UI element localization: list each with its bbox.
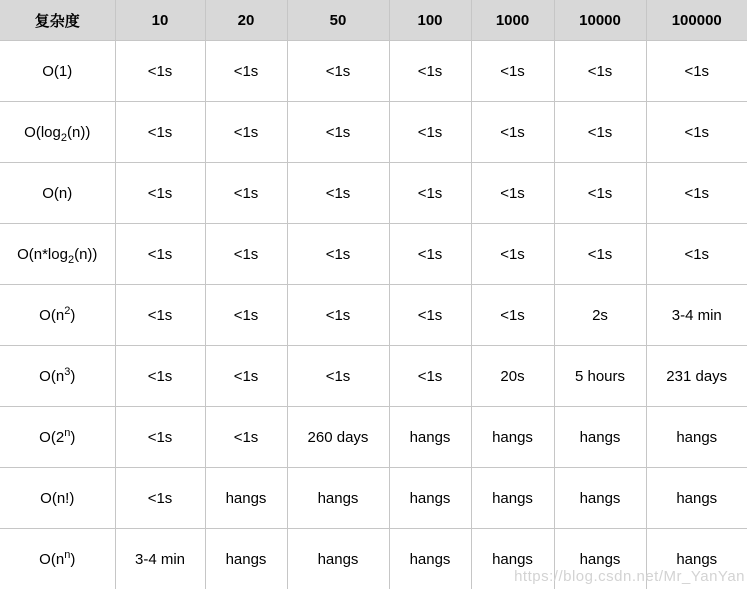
time-cell: hangs — [471, 468, 554, 529]
time-cell: <1s — [554, 224, 646, 285]
time-cell: hangs — [287, 529, 389, 589]
time-cell: hangs — [471, 407, 554, 468]
table-row — [0, 468, 747, 529]
time-cell: <1s — [115, 41, 205, 102]
time-cell: <1s — [287, 224, 389, 285]
time-cell: <1s — [646, 41, 747, 102]
time-cell: <1s — [471, 102, 554, 163]
csdn-watermark: https://blog.csdn.net/Mr_YanYan — [514, 568, 745, 585]
table-body — [0, 41, 747, 589]
time-cell: 260 days — [287, 407, 389, 468]
time-cell: 20s — [471, 346, 554, 407]
time-cell: hangs — [389, 468, 471, 529]
time-cell: <1s — [389, 346, 471, 407]
time-cell: 231 days — [646, 346, 747, 407]
time-cell: hangs — [205, 468, 287, 529]
time-cell: 5 hours — [554, 346, 646, 407]
time-cell: <1s — [389, 163, 471, 224]
time-cell: hangs — [554, 407, 646, 468]
size-column-header: 1000 — [471, 0, 554, 41]
table-row — [0, 224, 747, 285]
time-cell: <1s — [205, 224, 287, 285]
time-cell: <1s — [115, 346, 205, 407]
time-cell: <1s — [287, 102, 389, 163]
time-cell: <1s — [646, 102, 747, 163]
header-row — [0, 0, 747, 41]
size-column-header: 100000 — [646, 0, 747, 41]
time-cell: <1s — [471, 41, 554, 102]
time-cell: hangs — [646, 468, 747, 529]
time-cell: hangs — [389, 529, 471, 589]
complexity-label: $O(n^3)$ — [0, 346, 115, 407]
table-row — [0, 346, 747, 407]
time-cell: <1s — [646, 163, 747, 224]
size-column-header: 50 — [287, 0, 389, 41]
time-cell: <1s — [205, 163, 287, 224]
time-cell: hangs — [471, 529, 554, 589]
time-cell: hangs — [287, 468, 389, 529]
complexity-label: $O(n^2)$ — [0, 285, 115, 346]
time-cell: <1s — [471, 224, 554, 285]
time-cell: <1s — [205, 285, 287, 346]
time-cell: <1s — [115, 102, 205, 163]
time-cell: <1s — [287, 346, 389, 407]
time-cell: <1s — [205, 407, 287, 468]
table-row — [0, 102, 747, 163]
time-cell: <1s — [389, 41, 471, 102]
time-cell: hangs — [205, 529, 287, 589]
time-cell: <1s — [389, 224, 471, 285]
table-row — [0, 285, 747, 346]
time-cell: <1s — [115, 468, 205, 529]
table-row — [0, 529, 747, 589]
time-cell: <1s — [554, 102, 646, 163]
time-cell: hangs — [554, 529, 646, 589]
time-cell: <1s — [389, 102, 471, 163]
time-cell: hangs — [389, 407, 471, 468]
time-cell: 2s — [554, 285, 646, 346]
time-cell: <1s — [115, 163, 205, 224]
time-cell: <1s — [554, 163, 646, 224]
time-cell: <1s — [287, 41, 389, 102]
time-cell: <1s — [115, 285, 205, 346]
size-column-header: 10000 — [554, 0, 646, 41]
time-cell: hangs — [646, 407, 747, 468]
complexity-label: O(n) — [0, 163, 115, 224]
complexity-label: O(n!) — [0, 468, 115, 529]
time-cell: 3-4 min — [115, 529, 205, 589]
time-cell: hangs — [554, 468, 646, 529]
time-cell: <1s — [389, 285, 471, 346]
time-cell: <1s — [287, 163, 389, 224]
time-cell: hangs — [646, 529, 747, 589]
time-cell: <1s — [471, 285, 554, 346]
time-cell: <1s — [205, 346, 287, 407]
time-cell: <1s — [115, 224, 205, 285]
complexity-label: O(2$^n$) — [0, 407, 115, 468]
table-row — [0, 41, 747, 102]
time-cell: <1s — [471, 163, 554, 224]
time-cell: <1s — [205, 41, 287, 102]
complexity-label: $O(\log_2(n))$ — [0, 102, 115, 163]
time-cell: 3-4 min — [646, 285, 747, 346]
complexity-label: O(1) — [0, 41, 115, 102]
complexity-column-header: 复杂度 — [0, 0, 115, 41]
time-cell: <1s — [646, 224, 747, 285]
time-cell: <1s — [554, 41, 646, 102]
size-column-header: 10 — [115, 0, 205, 41]
table-row — [0, 163, 747, 224]
time-cell: <1s — [205, 102, 287, 163]
size-column-header: 100 — [389, 0, 471, 41]
table-row — [0, 407, 747, 468]
complexity-label: $O(n*\log_2(n))$ — [0, 224, 115, 285]
time-cell: <1s — [287, 285, 389, 346]
time-cell: <1s — [115, 407, 205, 468]
size-column-header: 20 — [205, 0, 287, 41]
complexity-label: $O(n^n)$ — [0, 529, 115, 589]
